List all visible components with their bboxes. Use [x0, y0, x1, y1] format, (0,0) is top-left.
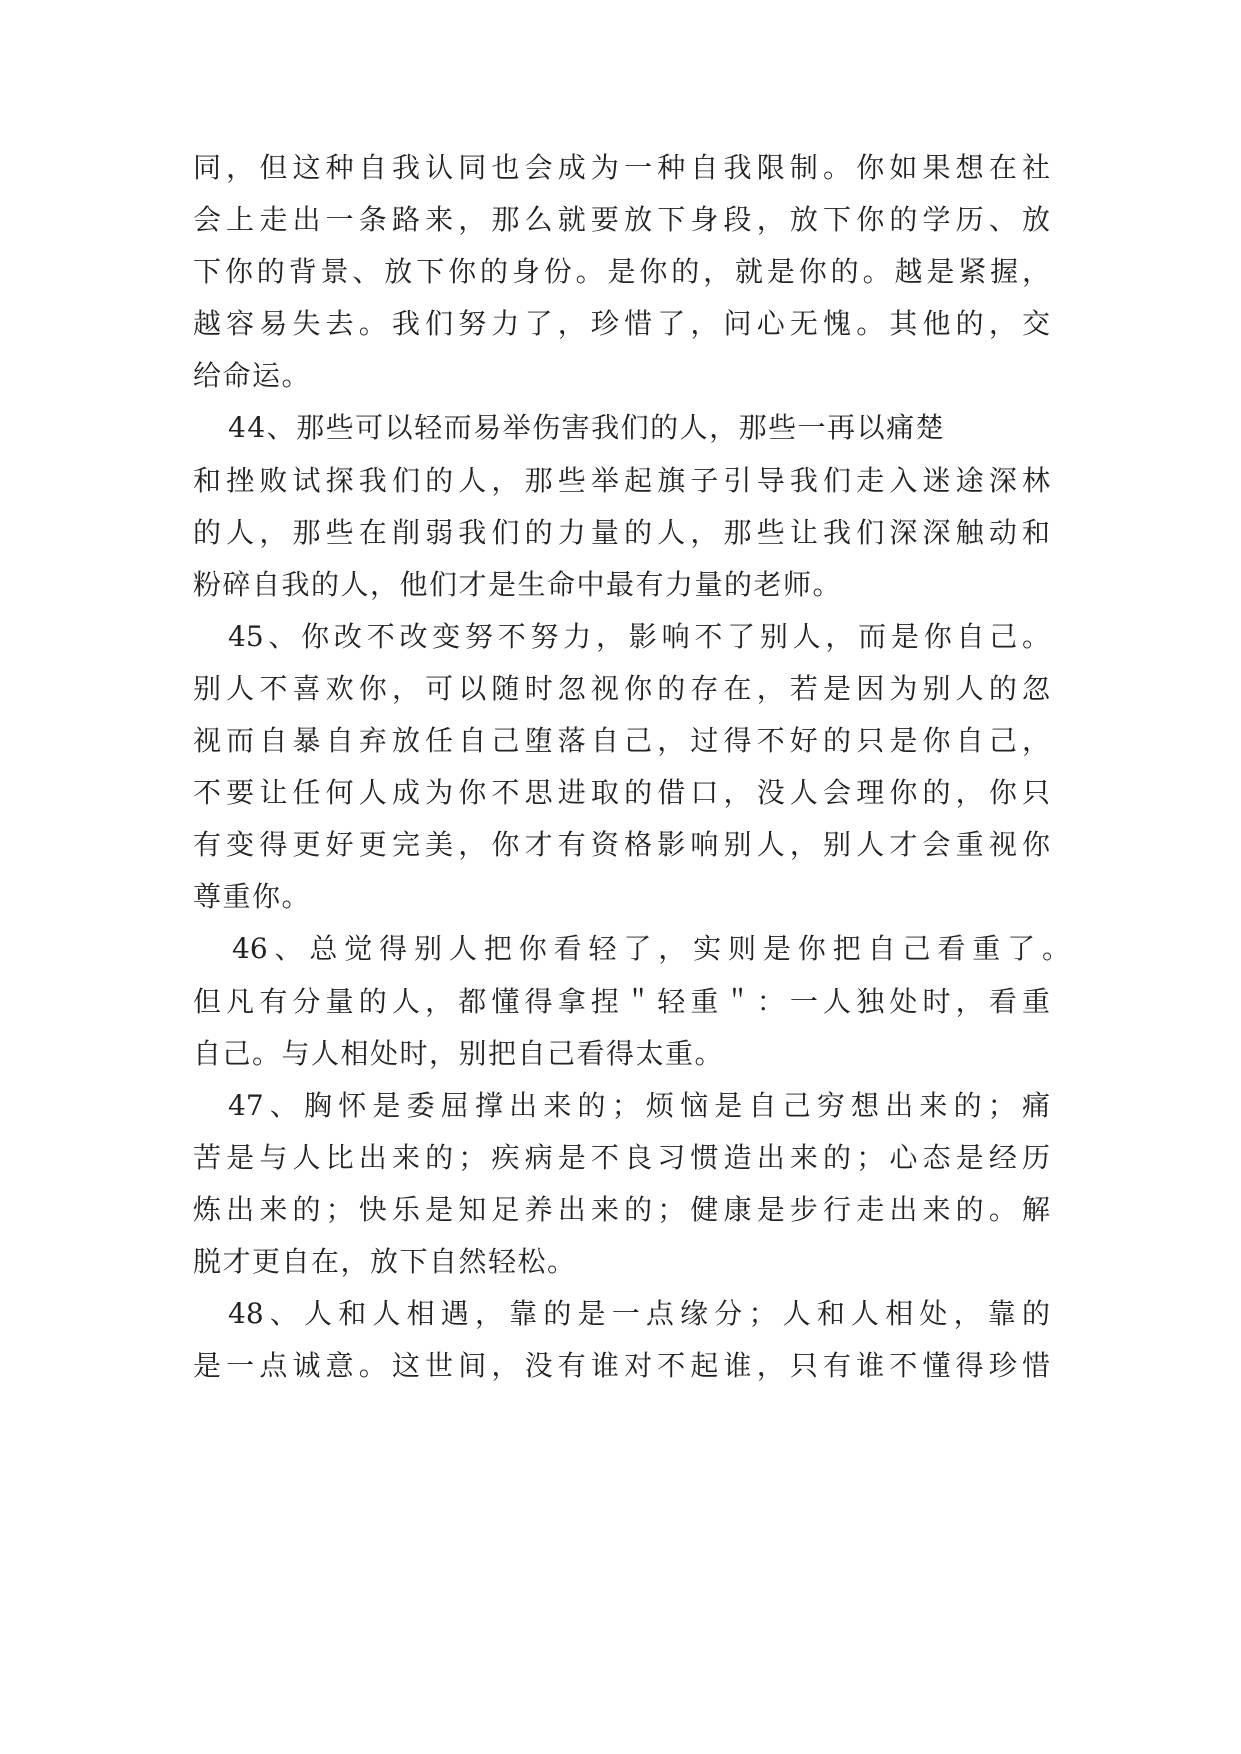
text-line: 苦是与人比出来的；疾病是不良习惯造出来的；心态是经历	[193, 1140, 1050, 1174]
text-line: 不要让任何人成为你不思进取的借口，没人会理你的，你只	[193, 776, 1050, 810]
text-line: 会上走出一条路来，那么就要放下身段，放下你的学历、放	[193, 203, 1050, 237]
text-line: 45、你改不改变努不努力，影响不了别人，而是你自己。	[228, 619, 1050, 653]
text-line: 尊重你。	[193, 880, 312, 914]
paragraph-continuation	[193, 142, 1050, 402]
text-line: 自己。与人相处时，别把自己看得太重。	[193, 1036, 725, 1070]
document-body	[193, 142, 1070, 1392]
paragraph-44	[193, 402, 1050, 610]
text-line: 46、总觉得别人把你看轻了，实则是你把自己看重了。	[232, 932, 1070, 966]
text-line: 和挫败试探我们的人，那些举起旗子引导我们走入迷途深林	[193, 463, 1050, 497]
text-line: 48、人和人相遇，靠的是一点缘分；人和人相处，靠的	[228, 1297, 1050, 1331]
text-line: 视而自暴自弃放任自己堕落自己，过得不好的只是你自己，	[193, 724, 1050, 758]
text-line: 别人不喜欢你，可以随时忽视你的存在，若是因为别人的忽	[193, 671, 1050, 705]
text-line: 下你的背景、放下你的身份。是你的，就是你的。越是紧握，	[193, 255, 1050, 289]
paragraph-45	[193, 611, 1050, 924]
paragraph-46	[193, 923, 1070, 1079]
text-line: 越容易失去。我们努力了，珍惜了，问心无愧。其他的，交	[193, 307, 1050, 341]
text-line: 炼出来的；快乐是知足养出来的；健康是步行走出来的。解	[193, 1192, 1050, 1226]
text-line: 粉碎自我的人，他们才是生命中最有力量的老师。	[193, 567, 843, 601]
text-line: 同，但这种自我认同也会成为一种自我限制。你如果想在社	[193, 151, 1050, 184]
text-line: 是一点诚意。这世间，没有谁对不起谁，只有谁不懂得珍惜	[193, 1349, 1050, 1383]
text-line: 脱才更自在，放下自然轻松。	[193, 1244, 577, 1278]
text-line: 的人，那些在削弱我们的力量的人，那些让我们深深触动和	[193, 515, 1050, 549]
paragraph-47	[193, 1080, 1050, 1288]
text-line: 44、那些可以轻而易举伤害我们的人，那些一再以痛楚	[228, 411, 946, 445]
text-line: 有变得更好更完美，你才有资格影响别人，别人才会重视你	[193, 828, 1050, 862]
text-line: 但凡有分量的人，都懂得拿捏＂轻重＂：一人独处时，看重	[193, 984, 1050, 1018]
text-line: 给命运。	[193, 359, 312, 393]
paragraph-48	[193, 1288, 1050, 1392]
text-line: 47、胸怀是委屈撑出来的；烦恼是自己穷想出来的；痛	[228, 1088, 1050, 1122]
